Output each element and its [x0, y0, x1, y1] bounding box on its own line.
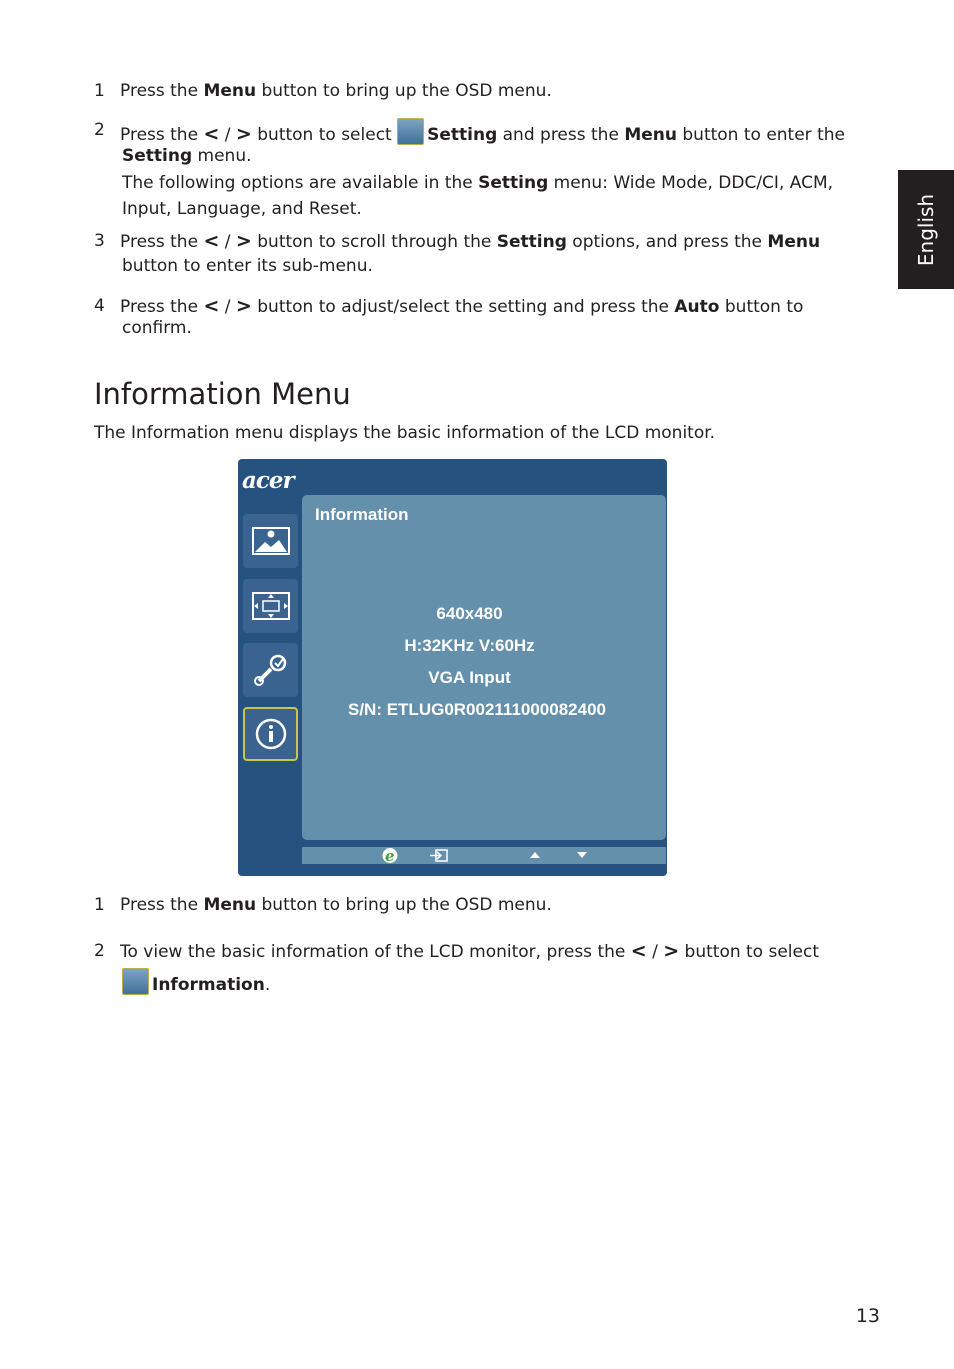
information-menu-icon [243, 707, 298, 761]
serial-text: S/N: ETLUG0R002111000082400 [347, 700, 606, 719]
language-tab [898, 170, 954, 289]
step-number: 4 [94, 296, 105, 316]
language-label: English [914, 193, 938, 266]
intro-text: The Information menu displays the basic information of the LCD monitor. [94, 423, 716, 443]
step-number: 2 [94, 941, 105, 961]
step-1-text: Press the Menu button to bring up the OSD menu. [120, 81, 552, 101]
acer-logo: acer [242, 467, 294, 494]
step-b1-text: Press the Menu button to bring up the OSD menu. [120, 895, 552, 915]
step-2-text: Press the < / > button to select Setting and press the Menu button to enter the [120, 118, 845, 147]
information-icon [122, 968, 149, 995]
setting-menu-icon [243, 643, 298, 697]
page-number: 13 [855, 1305, 880, 1327]
up-arrow-icon [530, 852, 540, 858]
step-2-text-cont: Setting menu. [122, 146, 252, 166]
step-number: 3 [94, 231, 105, 251]
setting-icon [397, 118, 424, 145]
panel-title: Information [315, 505, 409, 524]
e-key-icon [383, 847, 398, 864]
step-3-text: Press the < / > button to scroll through the Setting options, and press the Menu [120, 230, 821, 252]
exit-icon [430, 850, 447, 861]
step-b2-text-cont: Information. [122, 968, 270, 997]
section-heading: Information Menu [94, 377, 351, 411]
step-number: 1 [94, 895, 105, 915]
step-number: 1 [94, 81, 105, 101]
step-2-note-cont: Input, Language, and Reset. [122, 199, 362, 219]
display-menu-icon [243, 579, 298, 633]
resolution-text: 640x480 [436, 604, 503, 623]
frequency-text: H:32KHz V:60Hz [404, 636, 535, 655]
information-panel [302, 495, 666, 840]
step-3-text-cont: button to enter its sub-menu. [122, 256, 373, 276]
osd-button-bar [302, 847, 666, 864]
step-2-note: The following options are available in the Setting menu: Wide Mode, DDC/CI, ACM, [122, 173, 834, 193]
step-4-text: Press the < / > button to adjust/select the setting and press the Auto button to [120, 295, 804, 317]
down-arrow-icon [577, 852, 587, 858]
step-b2-text: To view the basic information of the LCD monitor, press the < / > button to select [120, 940, 820, 962]
input-text: VGA Input [428, 668, 511, 687]
step-number: 2 [94, 120, 105, 140]
picture-menu-icon [243, 514, 298, 568]
step-4-text-cont: confirm. [122, 318, 192, 338]
osd-screenshot [238, 459, 667, 876]
svg-text:e: e [385, 847, 395, 864]
